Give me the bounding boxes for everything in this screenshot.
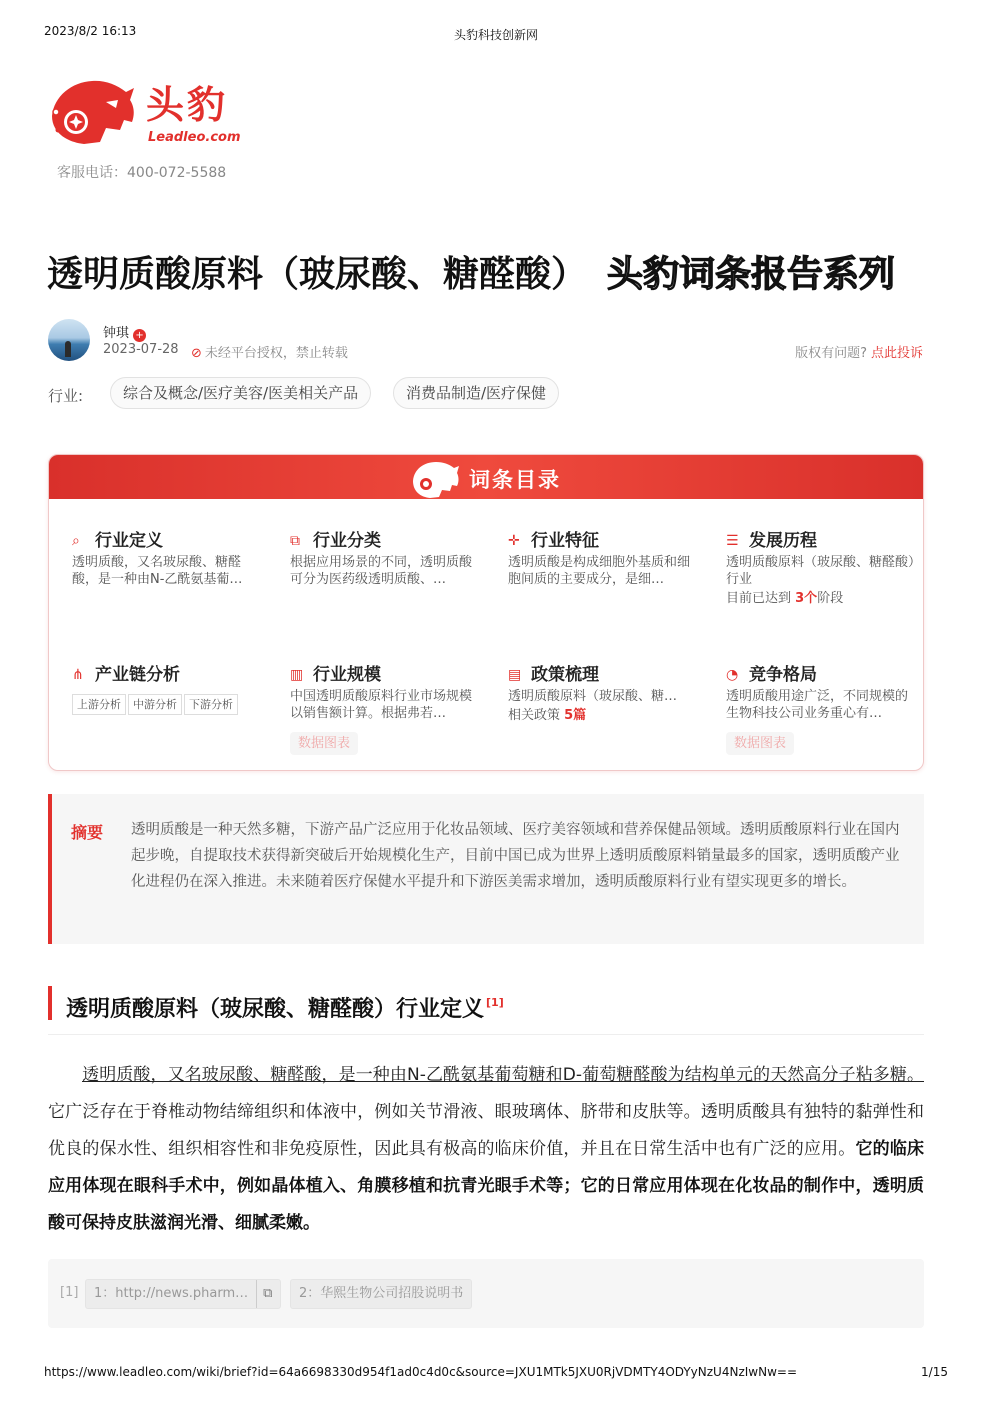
stage-count: 3个: [795, 591, 818, 606]
toc-item-title: 行业分类: [313, 531, 381, 551]
report-title: 透明质酸原料（玻尿酸、糖醛酸）: [47, 254, 588, 295]
upstream-chip[interactable]: 上游分析: [72, 694, 126, 715]
definition-paragraph: [48, 1057, 924, 1242]
author-name[interactable]: 钟琪: [103, 326, 130, 341]
abstract-text: 透明质酸是一种天然多糖，下游产品广泛应用于化妆品领域、医疗美容领域和营养保健品领域。透明质酸原料行业在国内起步晚，自提取技术获得新突破后开始规模化生产，目前中国已成为世界上透明质酸原料销量最多的国家，透明质酸产业化进程仍在深入推进。未来随着医疗保健水平提升和下游医美需求增加，透明质酸原料行业有望实现更多的增长。: [131, 822, 900, 890]
toc-item-classification[interactable]: [290, 526, 480, 588]
paragraph-bold-text: 它的临床应用体现在眼科手术中，例如晶体植入、角膜移植和抗青光眼手术等；它的日常应用体现在化妆品的制作中，透明质酸可保持皮肤滋润光滑、细腻柔嫩。: [48, 1139, 925, 1233]
toc-card: [48, 454, 924, 771]
feature-icon: ✛: [508, 533, 520, 549]
pie-icon: ◔: [726, 667, 739, 683]
toc-item-title: 竞争格局: [749, 665, 817, 685]
toc-item-desc: 透明质酸，又名玻尿酸、糖醛酸，是一种由N-乙酰氨基葡…: [72, 555, 243, 587]
toc-item-stage: 目前已达到 3个阶段: [726, 591, 844, 606]
toc-item-desc: 透明质酸是构成细胞外基质和细胞间质的主要成分，是细…: [508, 555, 691, 587]
print-timestamp: 2023/8/2 16:13: [44, 24, 137, 38]
external-link-icon: ⧉: [256, 1280, 272, 1308]
toc-item-competition[interactable]: [726, 660, 916, 755]
leopard-badge-icon: [409, 457, 461, 499]
toc-item-features[interactable]: [508, 526, 698, 588]
industry-tag[interactable]: 消费品制造/医疗保健: [393, 377, 559, 409]
reference-link[interactable]: 1：http://news.pharm… ⧉: [85, 1279, 281, 1309]
toc-item-title: 行业特征: [531, 531, 599, 551]
industry-label: 行业:: [48, 387, 84, 405]
toc-item-value-chain[interactable]: [72, 660, 262, 715]
toc-item-history[interactable]: [726, 526, 916, 607]
toc-item-policy-count: 相关政策 5篇: [508, 708, 587, 723]
toc-item-market-size[interactable]: [290, 660, 480, 755]
toc-item-policy[interactable]: [508, 660, 698, 724]
toc-item-title: 发展历程: [749, 531, 817, 551]
page-number: 1/15: [921, 1365, 948, 1379]
toc-item-desc: 透明质酸用途广泛，不同规模的生物科技公司业务重心有…: [726, 689, 909, 721]
reference-number: [1]: [60, 1285, 79, 1300]
copyright-question: 版权有问题?: [795, 346, 867, 361]
toc-header: [49, 455, 923, 499]
copyright-notice: [795, 342, 923, 361]
section-title: [48, 986, 504, 1020]
toc-item-title: 行业定义: [95, 531, 163, 551]
author-avatar[interactable]: [48, 319, 90, 361]
industry-tag[interactable]: 综合及概念/医疗美容/医美相关产品: [110, 377, 371, 409]
section-divider: [48, 1034, 924, 1035]
verified-badge-icon: +: [133, 329, 146, 342]
toc-item-title: 行业规模: [313, 665, 381, 685]
toc-title: 词条目录: [469, 468, 561, 492]
toc-item-desc: 透明质酸原料（玻尿酸、糖…: [508, 689, 678, 704]
ban-icon: ⊘: [191, 346, 202, 361]
history-icon: ☰: [726, 533, 739, 549]
reference-mark[interactable]: [1]: [486, 996, 504, 1009]
reference-item[interactable]: 2：华熙生物公司招股说明书: [290, 1279, 472, 1309]
print-site-title: 头豹科技创新网: [453, 28, 538, 42]
reference-box: [48, 1259, 924, 1328]
chain-icon: ⋔: [72, 667, 84, 683]
abstract-label: 摘要: [71, 823, 104, 842]
leopard-logo-icon: [46, 72, 138, 152]
no-repost-text: 未经平台授权，禁止转载: [204, 346, 348, 361]
policy-count: 5篇: [564, 708, 587, 723]
paragraph-text: 它广泛存在于脊椎动物结缔组织和体液中，例如关节滑液、眼玻璃体、脐带和皮肤等。透明质酸具有独特的黏弹性和优良的保水性、组织相容性和非免疫原性，因此具有极高的临床价值，并且在日常生活中也有广泛的应用。: [48, 1102, 924, 1159]
logo-name-cn: 头豹: [146, 83, 229, 127]
data-chart-chip[interactable]: 数据图表: [726, 732, 794, 755]
toc-item-title: 政策梳理: [531, 665, 599, 685]
toc-item-title: 产业链分析: [95, 665, 180, 685]
report-series: 头豹词条报告系列: [607, 254, 896, 295]
definition-icon: ⌕: [72, 533, 80, 549]
page-title: [47, 246, 895, 297]
definition-sentence: 透明质酸，又名玻尿酸、糖醛酸，是一种由N-乙酰氨基葡萄糖和D-葡萄糖醛酸为结构单元的天然高分子粘多糖。: [82, 1065, 924, 1085]
classification-icon: ⧉: [290, 533, 300, 549]
policy-icon: ▤: [508, 667, 522, 683]
logo-name-en: Leadleo.com: [148, 130, 241, 145]
toc-item-desc: 根据应用场景的不同，透明质酸可分为医药级透明质酸、…: [290, 555, 473, 587]
abstract-box: [48, 794, 924, 944]
midstream-chip[interactable]: 中游分析: [128, 694, 182, 715]
complaint-link[interactable]: 点此投诉: [870, 346, 923, 361]
toc-item-definition[interactable]: [72, 526, 262, 588]
service-phone: 客服电话：400-072-5588: [57, 165, 227, 181]
print-url: https://www.leadleo.com/wiki/brief?id=64a6698330d954f1ad0c4d0c&source=JXU1MTk5JXU0RjVDMTY4ODYyNzU4NzIwNw==: [44, 1365, 798, 1379]
print-footer: [44, 1365, 948, 1381]
print-header: [44, 24, 948, 42]
author-line: [103, 322, 146, 342]
data-chart-chip[interactable]: 数据图表: [290, 732, 358, 755]
no-repost-notice: [191, 342, 348, 361]
bar-chart-icon: ▥: [290, 667, 304, 683]
publish-date: 2023-07-28: [103, 342, 179, 357]
section-title-text: 透明质酸原料（玻尿酸、糖醛酸）行业定义: [66, 997, 485, 1022]
toc-item-desc: 透明质酸原料（玻尿酸、糖醛酸）行业: [726, 555, 915, 587]
downstream-chip[interactable]: 下游分析: [184, 694, 238, 715]
leadleo-logo[interactable]: [46, 72, 246, 152]
toc-item-desc: 中国透明质酸原料行业市场规模以销售额计算。根据弗若…: [290, 689, 473, 721]
